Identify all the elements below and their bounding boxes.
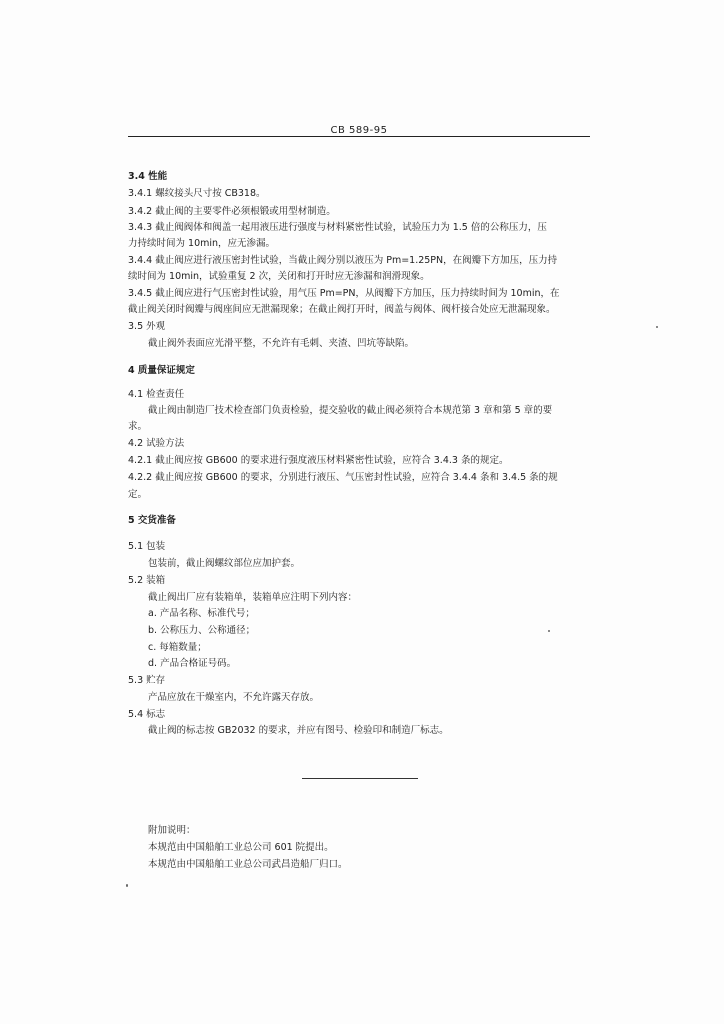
scan-speck [548, 630, 550, 632]
clause-3-4-4-line2: 续时间为 10min，试验重复 2 次，关闭和打开时应无渗漏和润滑现象。 [128, 271, 430, 282]
section-4-1-title: 4.1 检查责任 [128, 389, 185, 400]
section-4-2-title: 4.2 试验方法 [128, 438, 185, 449]
notes-title: 附加说明： [148, 825, 196, 836]
section-5-4-title: 5.4 标志 [128, 709, 166, 720]
end-rule [302, 778, 418, 779]
clause-3-4-2: 3.4.2 截止阀的主要零件必须根锻或用型材制造。 [128, 206, 336, 217]
scan-speck [126, 884, 128, 887]
list-item-b: b. 公称压力、公称通径； [148, 625, 256, 636]
section-3-4-title: 3.4 性能 [128, 171, 168, 182]
clause-3-4-5-line2: 截止阀关闭时阀瓣与阀座间应无泄漏现象；在截止阀打开时，阀盖与阀体、阀杆接合处应无泄漏现象。 [128, 304, 556, 315]
clause-4-2-2-line2: 定。 [128, 489, 148, 500]
section-5-1-title: 5.1 包装 [128, 541, 166, 552]
section-5-1-text: 包装前，截止阀螺纹部位应加护套。 [148, 558, 301, 569]
header-rule [128, 136, 590, 137]
section-5-4-text: 截止阀的标志按 GB2032 的要求，并应有图号、检验印和制造厂标志。 [148, 725, 449, 736]
section-4-1-line1: 截止阀由制造厂技术检查部门负责检验，提交验收的截止阀必须符合本规范第 3 章和第 5 章的要 [148, 405, 553, 416]
standard-code: CB 589-95 [330, 125, 388, 136]
section-5-3-title: 5.3 贮存 [128, 675, 166, 686]
clause-3-4-4-line1: 3.4.4 截止阀应进行液压密封性试验，当截止阀分别以液压为 Pm=1.25PN，在阀瓣下方加压，压力持 [128, 255, 558, 266]
section-4-1-line2: 求。 [128, 421, 148, 432]
section-4-title: 4 质量保证规定 [128, 365, 195, 376]
clause-3-4-5-line1: 3.4.5 截止阀应进行气压密封性试验，用气压 Pm=PN，从阀瓣下方加压，压力持续时间为 10min，在 [128, 288, 560, 299]
list-item-a: a. 产品名称、标准代号； [148, 608, 255, 619]
clause-3-4-3-line1: 3.4.3 截止阀阀体和阀盖一起用液压进行强度与材料紧密性试验，试验压力为 1.5 倍的公称压力，压 [128, 222, 547, 233]
clause-4-2-1: 4.2.1 截止阀应按 GB600 的要求进行强度液压材料紧密性试验，应符合 3.4.3 条的规定。 [128, 455, 509, 466]
section-5-2-text: 截止阀出厂应有装箱单，装箱单应注明下列内容： [148, 592, 358, 603]
section-3-5-title: 3.5 外观 [128, 321, 166, 332]
section-5-2-title: 5.2 装箱 [128, 575, 166, 586]
notes-line-1: 本规范由中国船舶工业总公司 601 院提出。 [148, 842, 334, 853]
clause-4-2-2-line1: 4.2.2 截止阀应按 GB600 的要求，分别进行液压、气压密封性试验，应符合 3.4.4 条和 3.4.5 条的规 [128, 472, 558, 483]
page-header [128, 118, 590, 137]
section-5-title: 5 交货准备 [128, 515, 176, 526]
list-item-d: d. 产品合格证号码。 [148, 658, 237, 669]
section-5-3-text: 产品应放在干燥室内，不允许露天存放。 [148, 692, 320, 703]
clause-3-4-3-line2: 力持续时间为 10min，应无渗漏。 [128, 238, 276, 249]
notes-line-2: 本规范由中国船舶工业总公司武昌造船厂归口。 [148, 859, 348, 870]
clause-3-4-1: 3.4.1 螺纹接头尺寸按 CB318。 [128, 188, 266, 199]
section-3-5-text: 截止阀外表面应光滑平整，不允许有毛刺、夹渣、凹坑等缺陷。 [148, 338, 415, 349]
list-item-c: c. 每箱数量； [148, 642, 207, 653]
scan-speck [656, 326, 658, 328]
